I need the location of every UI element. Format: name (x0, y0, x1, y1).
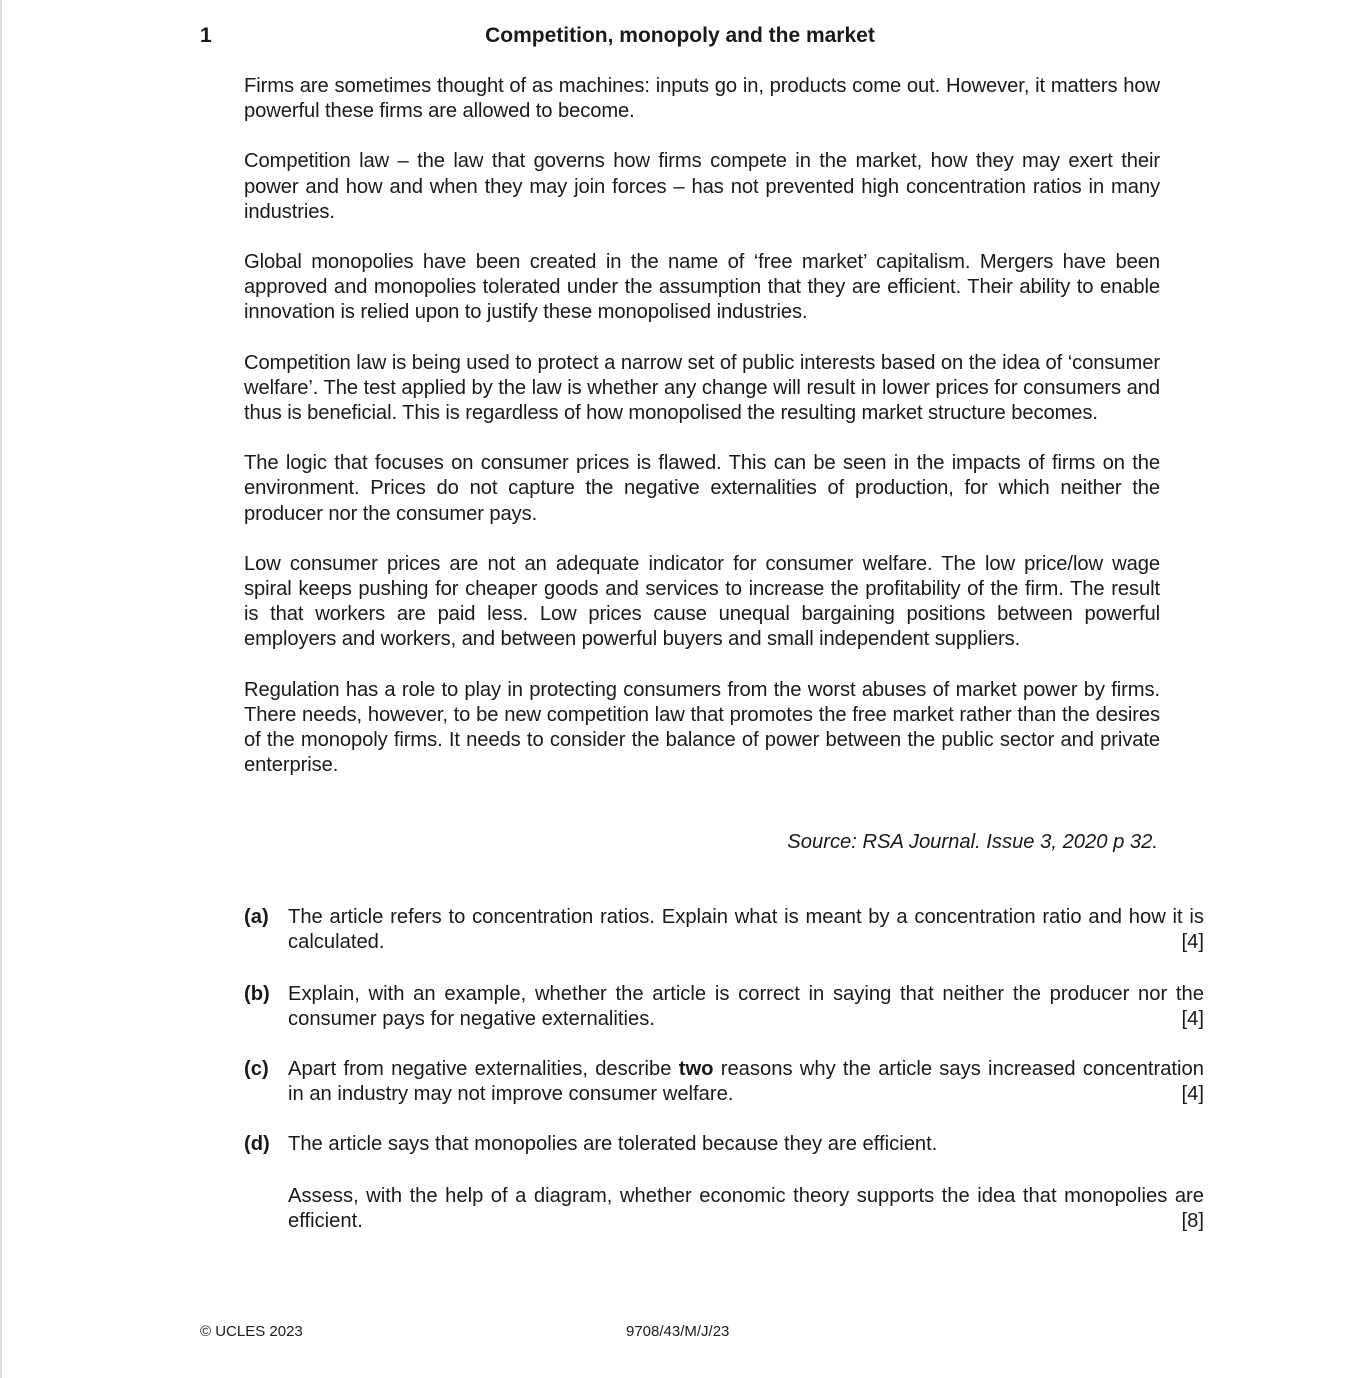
question-b (244, 982, 1204, 1032)
question-text-part: Apart from negative externalities, describe (288, 1058, 679, 1080)
question-label: (a) (244, 906, 269, 928)
question-text: The article says that monopolies are tolerated because they are efficient. (288, 1133, 938, 1155)
footer-paper-code: 9708/43/M/J/23 (626, 1323, 730, 1340)
emphasis-word: two (678, 1058, 714, 1080)
question-text: Explain, with an example, whether the article is correct in saying that neither the producer nor the consumer pays for negative externalities. (288, 983, 1204, 1031)
question-text (288, 1057, 1204, 1107)
question-number: 1 (200, 24, 212, 47)
article-paragraph: Low consumer prices are not an adequate indicator for consumer welfare. The low price/low wage spiral keeps pushing for cheaper goods and services to increase the profitability of the firm. The result is that workers are paid less. Low prices cause unequal bargaining positions between powerful employers and workers, and between powerful buyers and small independent suppliers. (244, 552, 1160, 651)
article-paragraph: Competition law is being used to protect a narrow set of public interests based on the idea of ‘consumer welfare’. The test applied by the law is whether any change will result in lower prices for consumers and thus is beneficial. This is regardless of how monopolised the resulting market structure becomes. (244, 351, 1160, 425)
page-title: Competition, monopoly and the market (485, 24, 875, 47)
question-a (244, 905, 1204, 955)
question-text-part: reasons why the article says increased concentration in an industry may not improve consumer welfare. (288, 1058, 1204, 1106)
question-d-task (244, 1184, 1204, 1234)
question-text: The article refers to concentration ratios. Explain what is meant by a concentration ratio and how it is calculated. (288, 906, 1204, 954)
question-marks: [4] (1181, 1083, 1204, 1106)
article-paragraph: The logic that focuses on consumer prices is flawed. This can be seen in the impacts of firms on the environment. Prices do not capture the negative externalities of production, for which neither the producer nor the consumer pays. (244, 452, 1160, 525)
article-paragraph: Global monopolies have been created in the name of ‘free market’ capitalism. Mergers have been approved and monopolies tolerated under the assumption that they are efficient. Their ability to enable innovation is relied upon to justify these monopolised industries. (244, 251, 1160, 324)
article-source: Source: RSA Journal. Issue 3, 2020 p 32. (787, 831, 1158, 853)
question-marks: [4] (1181, 1008, 1204, 1031)
article-paragraph: Competition law – the law that governs how firms compete in the market, how they may exert their power and how and when they may join forces – has not prevented high concentration ratios in many industries. (244, 150, 1160, 223)
question-label: (c) (244, 1058, 269, 1080)
footer-copyright: © UCLES 2023 (200, 1323, 303, 1340)
article-paragraph: Firms are sometimes thought of as machines: inputs go in, products come out. However, it matters how powerful these firms are allowed to become. (244, 75, 1160, 123)
question-label: (b) (244, 983, 270, 1005)
article-text (244, 74, 1160, 803)
question-marks: [8] (1181, 1210, 1204, 1233)
question-c (244, 1057, 1204, 1107)
question-d (244, 1132, 1204, 1157)
question-label: (d) (244, 1133, 270, 1155)
question-text: Assess, with the help of a diagram, whether economic theory supports the idea that monopolies are efficient. (288, 1185, 1204, 1233)
question-marks: [4] (1181, 931, 1204, 954)
article-paragraph: Regulation has a role to play in protecting consumers from the worst abuses of market power by firms. There needs, however, to be new competition law that promotes the free market rather than the desires of the monopoly firms. It needs to consider the balance of power between the public sector and private enterprise. (244, 678, 1160, 777)
